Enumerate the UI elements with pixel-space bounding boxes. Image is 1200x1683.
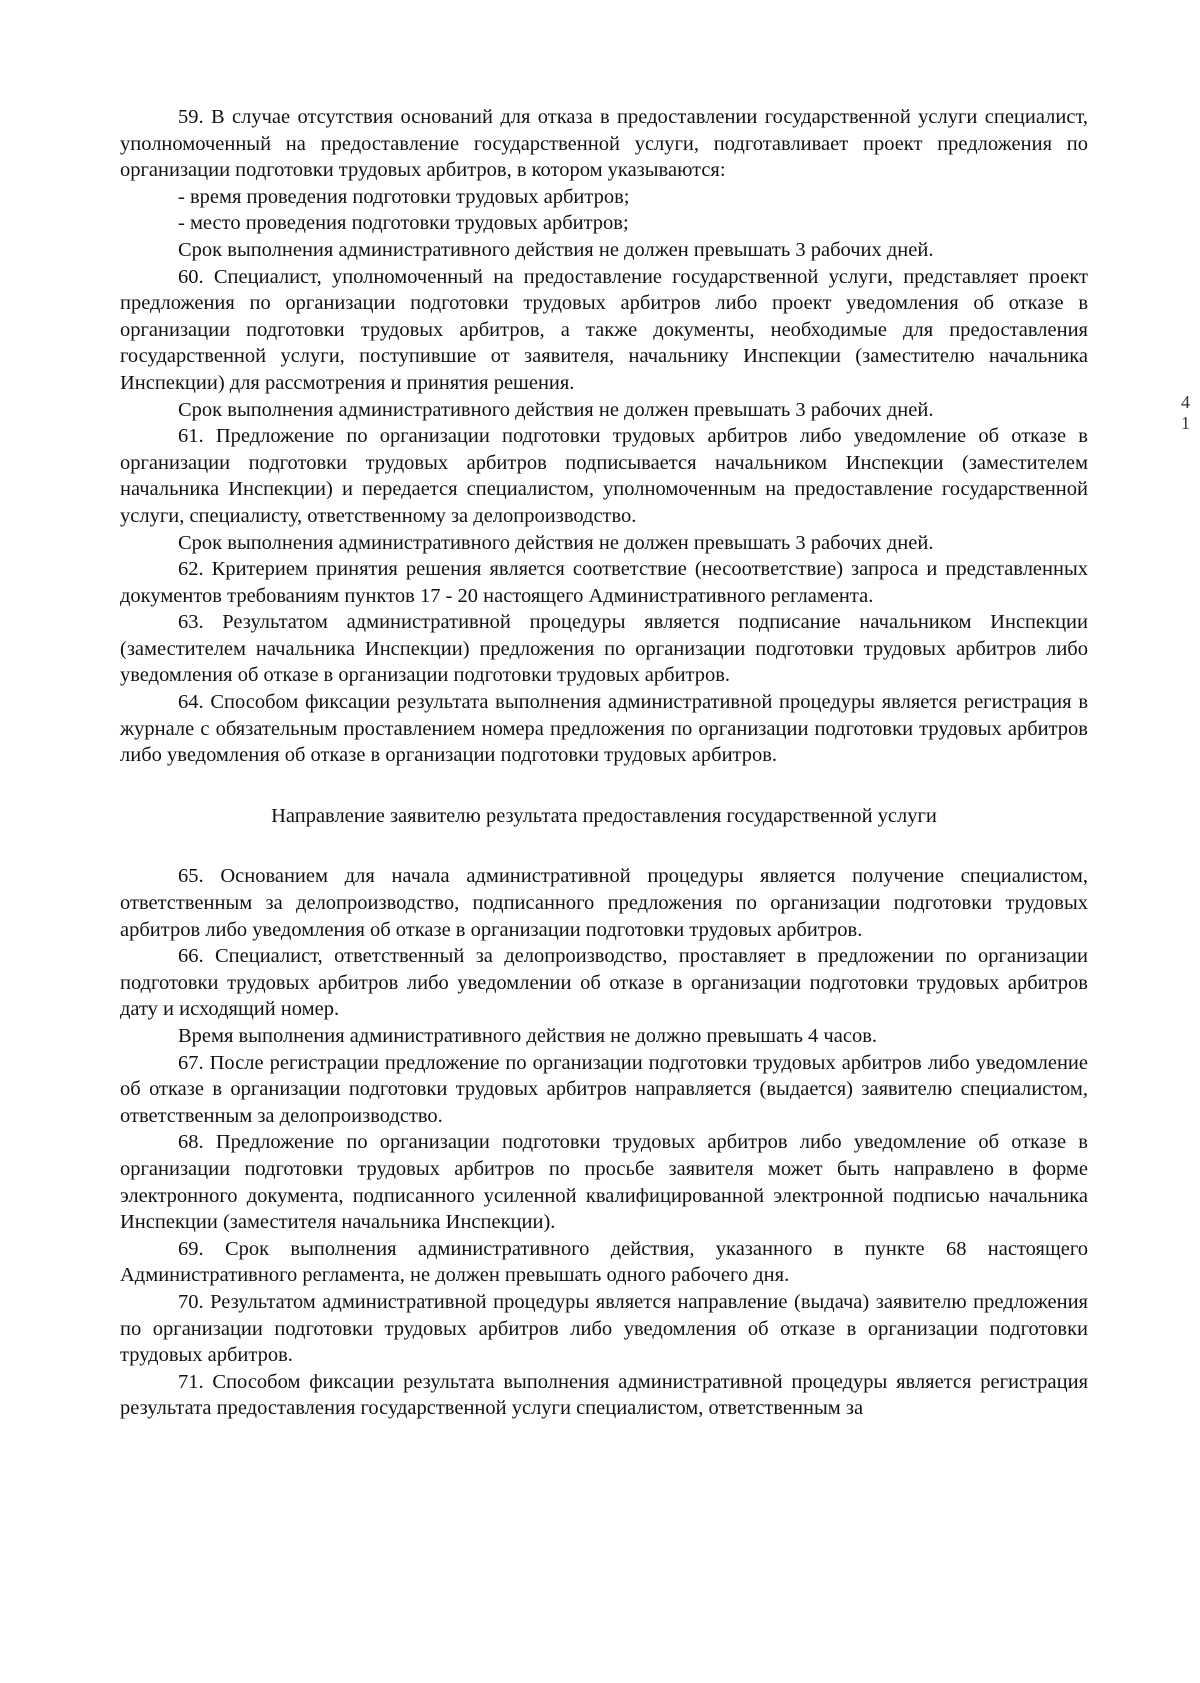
paragraph-71: 71. Способом фиксации результата выполнения административной процедуры является регистрация результата предоставления государственной услуги специалистом, ответственным за bbox=[120, 1370, 1088, 1420]
deadline-note: Срок выполнения административного действия не должен превышать 3 рабочих дней. bbox=[178, 531, 934, 554]
document-body bbox=[120, 104, 1088, 1422]
margin-mark: 4 1 bbox=[1181, 392, 1190, 433]
paragraph-64: 64. Способом фиксации результата выполнения административной процедуры является регистрация в журнале с обязательным проставлением номера предложения по организации подготовки трудовых арбитров либо уведомления об отказе в организации подготовки трудовых арбитров. bbox=[120, 691, 1088, 767]
list-item-place: - место проведения подготовки трудовых арбитров; bbox=[178, 212, 629, 235]
section-heading: Направление заявителю результата предоставления государственной услуги bbox=[271, 804, 937, 827]
paragraph-61: 61. Предложение по организации подготовки трудовых арбитров либо уведомление об отказе в организации подготовки трудовых арбитров подписывается начальником Инспекции (заместителем начальника Инспекции) и передается специалистом, уполномоченным на предоставление государственной услуги, специалисту, ответственному за делопроизводство. bbox=[120, 425, 1088, 527]
deadline-note: Срок выполнения административного действия не должен превышать 3 рабочих дней. bbox=[178, 238, 934, 261]
paragraph-70: 70. Результатом административной процедуры является направление (выдача) заявителю предложения по организации подготовки трудовых арбитров либо уведомления об отказе в организации подготовки трудовых арбитров. bbox=[120, 1290, 1088, 1367]
paragraph-62: 62. Критерием принятия решения является соответствие (несоответствие) запроса и представленных документов требованиям пунктов 17 - 20 настоящего Административного регламента. bbox=[120, 558, 1088, 607]
paragraph-69: 69. Срок выполнения административного действия, указанного в пункте 68 настоящего Административного регламента, не должен превышать одного рабочего дня. bbox=[120, 1237, 1088, 1287]
paragraph-59: 59. В случае отсутствия оснований для отказа в предоставлении государственной услуги специалист, уполномоченный на предоставление государственной услуги, подготавливает проект предложения по организации подготовки трудовых арбитров, в котором указываются: bbox=[120, 106, 1088, 182]
paragraph-65: 65. Основанием для начала административной процедуры является получение специалистом, ответственным за делопроизводство, подписанного предложения по организации подготовки трудовых арбитров либо уведомления об отказе в организации подготовки трудовых арбитров. bbox=[120, 865, 1088, 941]
paragraph-60: 60. Специалист, уполномоченный на предоставление государственной услуги, представляет проект предложения по организации подготовки трудовых арбитров либо проект уведомления об отказе в организации подготовки трудовых арбитров, а также документы, необходимые для предоставления государственной услуги, поступившие от заявителя, начальнику Инспекции (заместителю начальника Инспекции) для рассмотрения и принятия решения. bbox=[120, 265, 1088, 394]
deadline-note: Срок выполнения административного действия не должен превышать 3 рабочих дней. bbox=[178, 398, 934, 421]
paragraph-68: 68. Предложение по организации подготовки трудовых арбитров либо уведомление об отказе в организации подготовки трудовых арбитров по просьбе заявителя может быть направлено в форме электронного документа, подписанного усиленной квалифицированной электронной подписью начальника Инспекции (заместителя начальника Инспекции). bbox=[120, 1131, 1088, 1234]
paragraph-66: 66. Специалист, ответственный за делопроизводство, проставляет в предложении по организации подготовки трудовых арбитров либо уведомлении об отказе в организации подготовки трудовых арбитров дату и исходящий номер. bbox=[120, 945, 1088, 1021]
time-note: Время выполнения административного действия не должно превышать 4 часов. bbox=[178, 1025, 877, 1047]
paragraph-63: 63. Результатом административной процедуры является подписание начальником Инспекции (заместителем начальника Инспекции) предложения по организации подготовки трудовых арбитров либо уведомления об отказе в организации подготовки трудовых арбитров. bbox=[120, 611, 1088, 687]
paragraph-67: 67. После регистрации предложение по организации подготовки трудовых арбитров либо уведомление об отказе в организации подготовки трудовых арбитров направляется (выдается) заявителю специалистом, ответственным за делопроизводство. bbox=[120, 1051, 1088, 1127]
list-item-time: - время проведения подготовки трудовых арбитров; bbox=[178, 185, 630, 208]
